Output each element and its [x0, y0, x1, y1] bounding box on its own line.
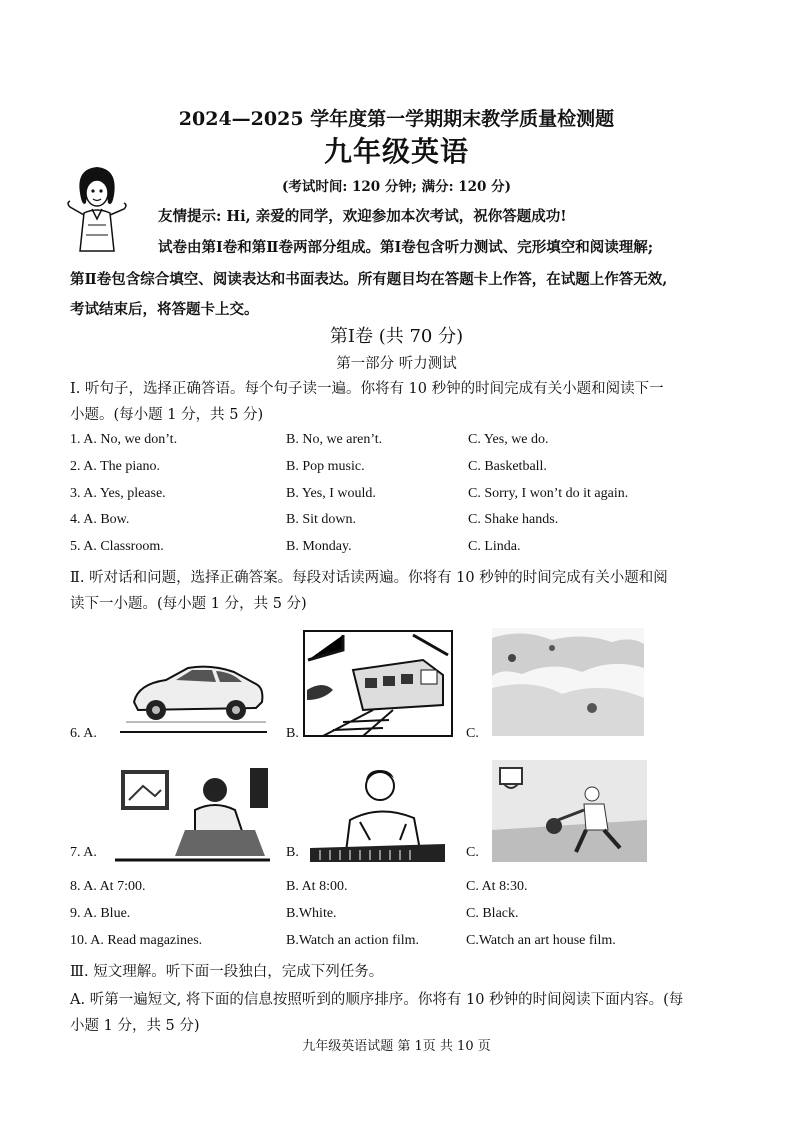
- intro-line-1: 试卷由第Ⅰ卷和第Ⅱ卷两部分组成。第Ⅰ卷包含听力测试、完形填空和阅读理解;: [158, 239, 654, 256]
- section2-instruction-2: 读下一小题。(每小题 1 分，共 5 分): [70, 596, 307, 612]
- section2-instruction-1: Ⅱ. 听对话和问题，选择正确答案。每段对话读两遍。你将有 10 秒钟的时间完成有关小题和阅: [70, 570, 668, 586]
- q8-option-b: B. At 8:00.: [286, 879, 348, 894]
- q8-option-c: C. At 8:30.: [466, 879, 528, 894]
- q1-option-c: C. Yes, we do.: [468, 432, 549, 447]
- q7-option-a: 7. A.: [70, 845, 97, 860]
- q9-option-b: B.White.: [286, 906, 337, 921]
- volume-title: 第Ⅰ卷 (共 70 分): [329, 326, 464, 347]
- part-title: 第一部分 听力测试: [336, 356, 457, 372]
- basketball-player-picture: [492, 760, 647, 862]
- q3-option-a: 3. A. Yes, please.: [70, 486, 166, 501]
- q1-option-a: 1. A. No, we don’t.: [70, 432, 178, 447]
- section3-instruction-1: A. 听第一遍短文, 将下面的信息按照听到的顺序排序。你将有 10 秒钟的时间阅读下面内容。(每: [70, 992, 684, 1008]
- section1-instruction-1: Ⅰ. 听句子，选择正确答语。每个句子读一遍。你将有 10 秒钟的时间完成有关小题和阅读下一: [70, 381, 664, 397]
- greeting-text: 友情提示: Hi, 亲爱的同学，欢迎参加本次考试，祝你答题成功!: [158, 208, 567, 225]
- q2-option-a: 2. A. The piano.: [70, 459, 160, 474]
- q5-option-b: B. Monday.: [286, 539, 352, 554]
- q6-option-b: B.: [286, 726, 299, 741]
- q2-option-c: C. Basketball.: [468, 459, 547, 474]
- exam-info: (考试时间: 120 分钟; 满分: 120 分): [281, 179, 512, 195]
- q10-option-c: C.Watch an art house film.: [466, 933, 616, 948]
- train-picture: [303, 630, 453, 737]
- q3-option-c: C. Sorry, I won’t do it again.: [468, 486, 629, 501]
- cloudy-sky-picture: [492, 628, 644, 736]
- subject-title: 九年级英语: [323, 135, 469, 168]
- student-girl-illustration: [62, 163, 132, 253]
- q6-option-a: 6. A.: [70, 726, 97, 741]
- q7-option-c: C.: [466, 845, 479, 860]
- q4-option-c: C. Shake hands.: [468, 512, 559, 527]
- section1-instruction-2: 小题。(每小题 1 分，共 5 分): [70, 407, 264, 423]
- intro-line-3: 考试结束后，将答题卡上交。: [70, 301, 259, 318]
- q4-option-a: 4. A. Bow.: [70, 512, 130, 527]
- q10-option-a: 10. A. Read magazines.: [70, 933, 203, 948]
- person-playing-piano-picture: [310, 760, 445, 862]
- car-picture: [116, 642, 271, 737]
- page-footer: 九年级英语试题 第 1页 共 10 页: [302, 1039, 491, 1054]
- q1-option-b: B. No, we aren’t.: [286, 432, 383, 447]
- intro-line-2: 第Ⅱ卷包含综合填空、阅读表达和书面表达。所有题目均在答题卡上作答，在试题上作答无效,: [70, 271, 668, 288]
- q2-option-b: B. Pop music.: [286, 459, 365, 474]
- exam-title: 2024—2025 学年度第一学期期末教学质量检测题: [178, 108, 615, 130]
- q4-option-b: B. Sit down.: [286, 512, 357, 527]
- q9-option-a: 9. A. Blue.: [70, 906, 131, 921]
- q5-option-c: C. Linda.: [468, 539, 521, 554]
- q10-option-b: B.Watch an action film.: [286, 933, 419, 948]
- q5-option-a: 5. A. Classroom.: [70, 539, 164, 554]
- q7-option-b: B.: [286, 845, 299, 860]
- q8-option-a: 8. A. At 7:00.: [70, 879, 146, 894]
- section3-title: Ⅲ. 短文理解。听下面一段独白，完成下列任务。: [70, 964, 384, 980]
- person-at-computer-picture: [115, 760, 270, 862]
- section3-instruction-2: 小题 1 分，共 5 分): [70, 1018, 200, 1034]
- q3-option-b: B. Yes, I would.: [286, 486, 376, 501]
- q6-option-c: C.: [466, 726, 479, 741]
- q9-option-c: C. Black.: [466, 906, 519, 921]
